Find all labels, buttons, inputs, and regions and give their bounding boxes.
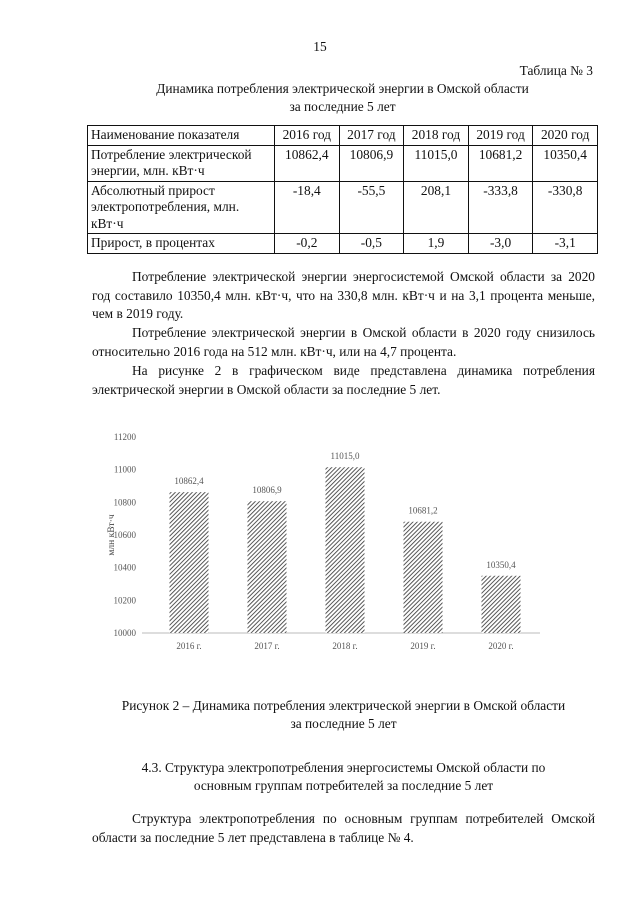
paragraph-1: Потребление электрической энергии энергосистемой Омской области за 2020 год составило 10350,4 млн. кВт·ч, что на 330,8 млн. кВт·ч и на 3,1 процента меньше, чем в 2019 году. — [92, 269, 595, 321]
y-tick-label: 11000 — [113, 464, 136, 475]
figure-caption-line2: за последние 5 лет — [290, 716, 397, 731]
table-cell: -3,1 — [533, 234, 598, 254]
chart-bar — [404, 522, 443, 633]
consumption-bar-chart — [90, 420, 550, 670]
x-tick-label: 2018 г. — [332, 641, 358, 651]
table-cell: 10350,4 — [533, 145, 598, 181]
chart-bar — [248, 501, 287, 633]
bar-value-label: 10806,9 — [252, 485, 282, 496]
table-title-line2: за последние 5 лет — [289, 99, 396, 114]
x-tick-label: 2019 г. — [410, 641, 436, 651]
bar-value-label: 11015,0 — [330, 451, 360, 462]
figure-caption-line1: Рисунок 2 – Динамика потребления электрической энергии в Омской области — [121, 698, 566, 713]
table-row-name: Потребление электрической энергии, млн. кВт·ч — [88, 145, 275, 181]
table-cell: 10681,2 — [468, 145, 533, 181]
table-cell: -0,5 — [339, 234, 404, 254]
table-header-cell: 2019 год — [468, 126, 533, 146]
table-header-cell: Наименование показателя — [88, 126, 275, 146]
table-row-name: Абсолютный прирост электропотребления, млн. кВт·ч — [88, 181, 275, 234]
table-cell: -3,0 — [468, 234, 533, 254]
consumption-table — [87, 125, 598, 254]
y-tick-label: 11200 — [113, 432, 136, 442]
table-header-cell: 2020 год — [533, 126, 598, 146]
table-cell: 10806,9 — [339, 145, 404, 181]
table-row-name: Прирост, в процентах — [88, 234, 275, 254]
table-cell: -333,8 — [468, 181, 533, 234]
y-axis-label: млн кВт·ч — [107, 514, 117, 556]
bar-value-label: 10681,2 — [408, 505, 438, 516]
section-heading-line2: основным группам потребителей за последние 5 лет — [193, 778, 494, 793]
paragraph-4: Структура электропотребления по основным группам потребителей Омской области за последние 5 лет представлена в таблице № 4. — [92, 811, 595, 845]
y-tick-label: 10800 — [113, 497, 136, 508]
chart-bar — [326, 467, 365, 633]
table-label: Таблица № 3 — [519, 63, 593, 78]
table-header-cell: 2018 год — [404, 126, 469, 146]
table-cell: 11015,0 — [404, 145, 469, 181]
chart-bar — [482, 576, 521, 633]
table-cell: -18,4 — [275, 181, 340, 234]
paragraph-3: На рисунке 2 в графическом виде представлена динамика потребления электрической энергии в Омской области за последние 5 лет. — [92, 363, 595, 397]
y-tick-label: 10200 — [113, 595, 136, 606]
table-cell: 10862,4 — [275, 145, 340, 181]
paragraph-2: Потребление электрической энергии в Омской области в 2020 году снизилось относительно 2016 года на 512 млн. кВт·ч, или на 4,7 процента. — [92, 325, 595, 359]
table-row — [88, 145, 598, 181]
table-cell: -55,5 — [339, 181, 404, 234]
bar-value-label: 10862,4 — [174, 476, 204, 487]
table-row — [88, 181, 598, 234]
y-tick-label: 10000 — [113, 628, 136, 638]
table-header-cell: 2017 год — [339, 126, 404, 146]
table-cell: -330,8 — [533, 181, 598, 234]
bar-value-label: 10350,4 — [486, 559, 516, 570]
table-cell: -0,2 — [275, 234, 340, 254]
table-cell: 1,9 — [404, 234, 469, 254]
table-header-cell: 2016 год — [275, 126, 340, 146]
table-cell: 208,1 — [404, 181, 469, 234]
x-tick-label: 2020 г. — [488, 641, 514, 651]
x-tick-label: 2017 г. — [254, 641, 280, 651]
y-tick-label: 10400 — [113, 562, 136, 573]
table-header-row — [88, 126, 598, 146]
chart-bar — [170, 492, 209, 633]
section-heading-line1: 4.3. Структура электропотребления энергосистемы Омской области по — [141, 760, 546, 775]
page-number: 15 — [313, 39, 327, 54]
table-row — [88, 234, 598, 254]
table-title-line1: Динамика потребления электрической энергии в Омской области — [156, 81, 529, 96]
x-tick-label: 2016 г. — [176, 641, 202, 651]
y-tick-label: 10600 — [113, 530, 136, 540]
